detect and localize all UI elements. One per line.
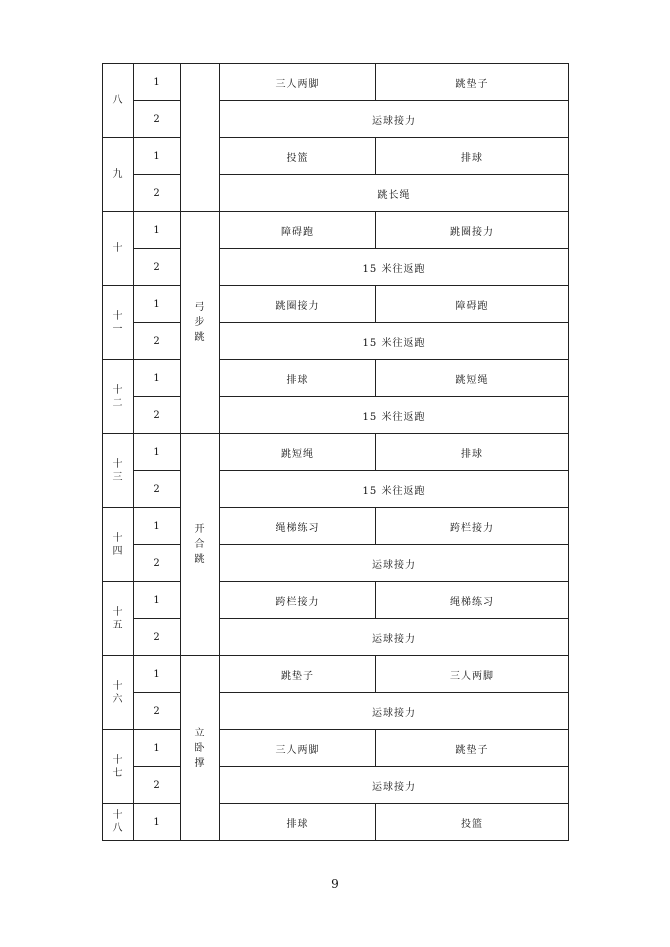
- week-cell: [103, 434, 134, 508]
- week-cell: [103, 212, 134, 286]
- session-number: 1: [134, 360, 181, 397]
- session-number: 1: [134, 656, 181, 693]
- activity-cell: 运球接力: [220, 545, 569, 582]
- unit-label-char: 卧: [194, 742, 206, 754]
- session-number: 1: [134, 64, 181, 101]
- table-row: [103, 693, 569, 730]
- session-number: 2: [134, 545, 181, 582]
- table-row: [103, 64, 569, 101]
- week-label-char: 七: [112, 767, 124, 779]
- activity-cell: 绳梯练习: [220, 508, 376, 545]
- table-row: [103, 286, 569, 323]
- week-label-char: 十: [112, 458, 124, 470]
- week-label-char: 十: [112, 532, 124, 544]
- table-row: [103, 619, 569, 656]
- activity-cell: 三人两脚: [220, 730, 376, 767]
- session-number: 1: [134, 804, 181, 841]
- table-row: [103, 767, 569, 804]
- activity-cell: 跳圈接力: [220, 286, 376, 323]
- schedule-table: [102, 63, 569, 841]
- activity-cell: 排球: [220, 360, 376, 397]
- week-cell: [103, 508, 134, 582]
- week-label-char: 十: [112, 680, 124, 692]
- week-label-char: 五: [112, 619, 124, 631]
- unit-cell: [181, 434, 220, 656]
- table-row: [103, 323, 569, 360]
- session-number: 2: [134, 471, 181, 508]
- activity-cell: 投篮: [376, 804, 569, 841]
- activity-cell: 跳垫子: [376, 64, 569, 101]
- week-label-char: 九: [112, 169, 124, 180]
- table-row: [103, 508, 569, 545]
- week-cell: [103, 804, 134, 841]
- activity-cell: 障碍跑: [220, 212, 376, 249]
- table-row: [103, 175, 569, 212]
- week-cell: [103, 138, 134, 212]
- table-row: [103, 582, 569, 619]
- unit-label-char: 合: [194, 539, 206, 550]
- activity-cell: 运球接力: [220, 693, 569, 730]
- week-label-char: 十: [112, 810, 124, 821]
- table-row: [103, 249, 569, 286]
- week-cell: [103, 360, 134, 434]
- week-cell: [103, 286, 134, 360]
- activity-cell: 跳长绳: [220, 175, 569, 212]
- week-label-char: 一: [112, 323, 124, 335]
- week-label-char: 二: [112, 397, 124, 409]
- week-label-char: 十: [112, 243, 124, 254]
- activity-cell: 运球接力: [220, 619, 569, 656]
- activity-cell: 三人两脚: [220, 64, 376, 101]
- session-number: 1: [134, 730, 181, 767]
- activity-cell: 跨栏接力: [220, 582, 376, 619]
- session-number: 2: [134, 249, 181, 286]
- activity-cell: 跨栏接力: [376, 508, 569, 545]
- session-number: 2: [134, 767, 181, 804]
- unit-label-char: 步: [194, 317, 206, 328]
- activity-cell: 跳垫子: [220, 656, 376, 693]
- unit-cell: [181, 656, 220, 841]
- session-number: 1: [134, 286, 181, 323]
- session-number: 2: [134, 693, 181, 730]
- activity-cell: 15 米往返跑: [220, 323, 569, 360]
- unit-label-char: 弓: [194, 302, 206, 313]
- session-number: 1: [134, 212, 181, 249]
- activity-cell: 排球: [376, 138, 569, 175]
- table-row: [103, 656, 569, 693]
- session-number: 2: [134, 619, 181, 656]
- activity-cell: 三人两脚: [376, 656, 569, 693]
- session-number: 1: [134, 582, 181, 619]
- session-number: 1: [134, 508, 181, 545]
- table-row: [103, 545, 569, 582]
- activity-cell: 跳垫子: [376, 730, 569, 767]
- week-cell: [103, 730, 134, 804]
- week-cell: [103, 582, 134, 656]
- unit-label-char: 跳: [194, 332, 206, 343]
- activity-cell: 15 米往返跑: [220, 249, 569, 286]
- activity-cell: 运球接力: [220, 767, 569, 804]
- activity-cell: 运球接力: [220, 101, 569, 138]
- table-row: [103, 138, 569, 175]
- week-label-char: 十: [112, 754, 124, 766]
- session-number: 1: [134, 138, 181, 175]
- week-label-char: 十: [112, 310, 124, 322]
- activity-cell: 排球: [376, 434, 569, 471]
- week-label-char: 十: [112, 606, 124, 618]
- unit-label-char: 跳: [194, 554, 206, 565]
- session-number: 2: [134, 175, 181, 212]
- week-label-char: 八: [112, 823, 124, 834]
- session-number: 2: [134, 101, 181, 138]
- week-label-char: 六: [112, 693, 124, 705]
- session-number: 2: [134, 397, 181, 434]
- unit-label-char: 开: [194, 524, 206, 535]
- unit-cell: [181, 64, 220, 212]
- unit-label-char: 立: [194, 727, 206, 739]
- activity-cell: 绳梯练习: [376, 582, 569, 619]
- unit-cell: [181, 212, 220, 434]
- table-row: [103, 212, 569, 249]
- table-row: [103, 730, 569, 767]
- week-label-char: 三: [112, 471, 124, 483]
- activity-cell: 跳短绳: [376, 360, 569, 397]
- activity-cell: 跳短绳: [220, 434, 376, 471]
- table-row: [103, 804, 569, 841]
- week-label-char: 四: [112, 545, 124, 557]
- activity-cell: 障碍跑: [376, 286, 569, 323]
- activity-cell: 投篮: [220, 138, 376, 175]
- session-number: 1: [134, 434, 181, 471]
- table-row: [103, 471, 569, 508]
- week-label-char: 八: [112, 95, 124, 106]
- week-cell: [103, 64, 134, 138]
- unit-label-char: 撑: [194, 757, 206, 769]
- table-row: [103, 434, 569, 471]
- activity-cell: 15 米往返跑: [220, 397, 569, 434]
- page-number: 9: [331, 877, 339, 891]
- activity-cell: 排球: [220, 804, 376, 841]
- activity-cell: 15 米往返跑: [220, 471, 569, 508]
- table-row: [103, 101, 569, 138]
- week-label-char: 十: [112, 384, 124, 396]
- week-cell: [103, 656, 134, 730]
- table-row: [103, 360, 569, 397]
- table-row: [103, 397, 569, 434]
- session-number: 2: [134, 323, 181, 360]
- activity-cell: 跳圈接力: [376, 212, 569, 249]
